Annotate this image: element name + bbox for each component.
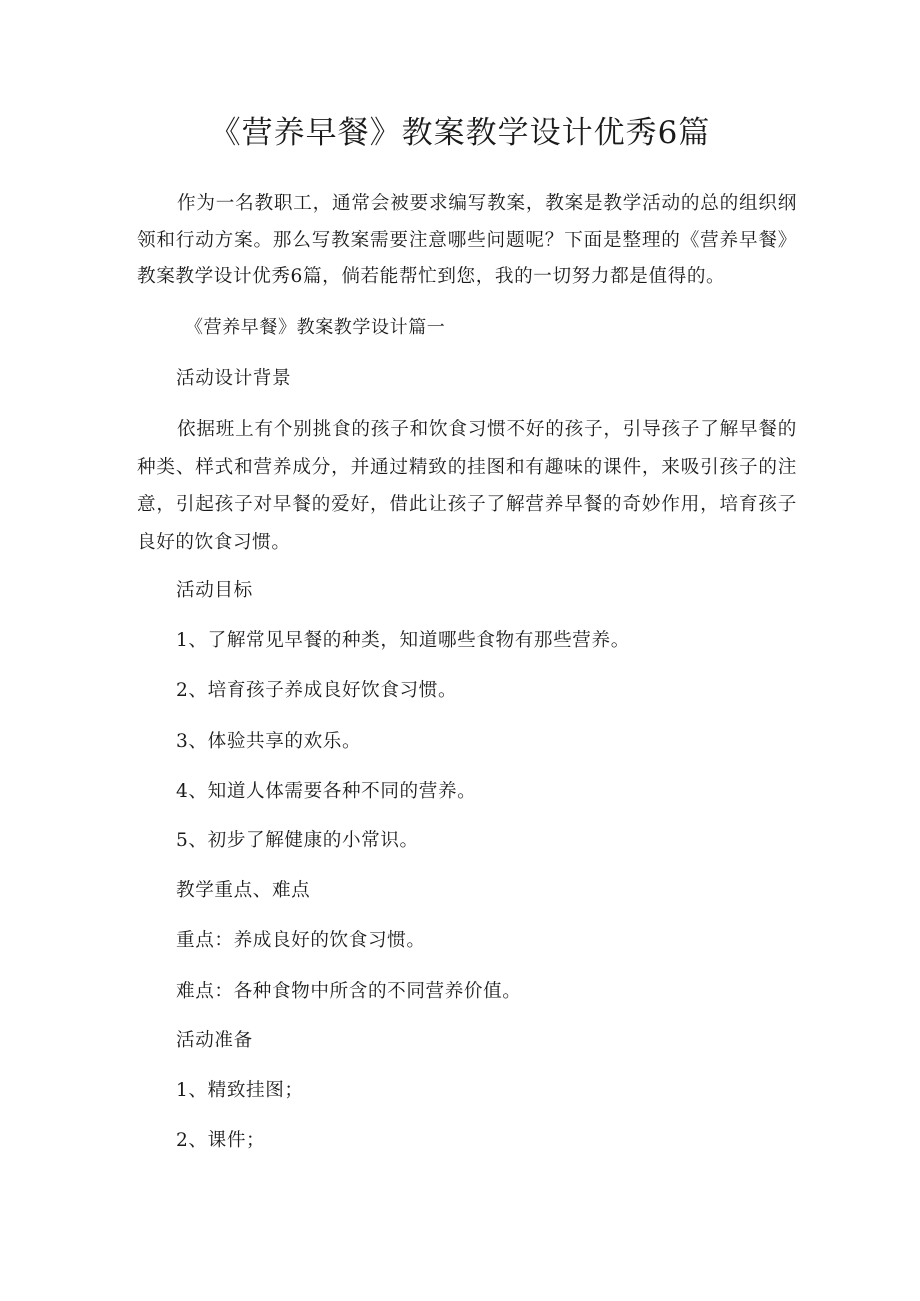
key-difficult-heading: 教学重点、难点 xyxy=(176,880,311,901)
key-point: 重点：养成良好的饮食习惯。 xyxy=(176,930,426,951)
prep-heading: 活动准备 xyxy=(176,1030,253,1051)
document-title: 《营养早餐》教案教学设计优秀6篇 xyxy=(209,115,711,151)
goal-item: 4、知道人体需要各种不同的营养。 xyxy=(176,781,477,802)
goal-item: 1、了解常见早餐的种类，知道哪些食物有那些营养。 xyxy=(176,630,630,651)
background-heading: 活动设计背景 xyxy=(176,368,292,389)
prep-item: 1、精致挂图； xyxy=(176,1080,304,1101)
section-title: 《营养早餐》教案教学设计篇一 xyxy=(185,317,446,338)
background-paragraph: 依据班上有个别挑食的孩子和饮食习惯不好的孩子，引导孩子了解早餐的种类、样式和营养成分，并通过精致的挂图和有趣味的课件，来吸引孩子的注意，引起孩子对早餐的爱好，借此让孩子了解营养早餐的奇妙作用，培育孩子良好的饮食习惯。 xyxy=(137,419,797,553)
prep-item: 2、课件； xyxy=(176,1130,266,1151)
goal-item: 2、培育孩子养成良好饮食习惯。 xyxy=(176,680,458,701)
difficult-point: 难点：各种食物中所含的不同营养价值。 xyxy=(176,981,522,1002)
goal-item: 5、初步了解健康的小常识。 xyxy=(176,830,419,851)
intro-paragraph: 作为一名教职工，通常会被要求编写教案，教案是教学活动的总的组织纲领和行动方案。那么写教案需要注意哪些问题呢？下面是整理的《营养早餐》教案教学设计优秀6篇，倘若能帮忙到您，我的一切努力都是值得的。 xyxy=(137,193,797,287)
goal-item: 3、体验共享的欢乐。 xyxy=(176,731,362,752)
goals-heading: 活动目标 xyxy=(176,580,253,601)
